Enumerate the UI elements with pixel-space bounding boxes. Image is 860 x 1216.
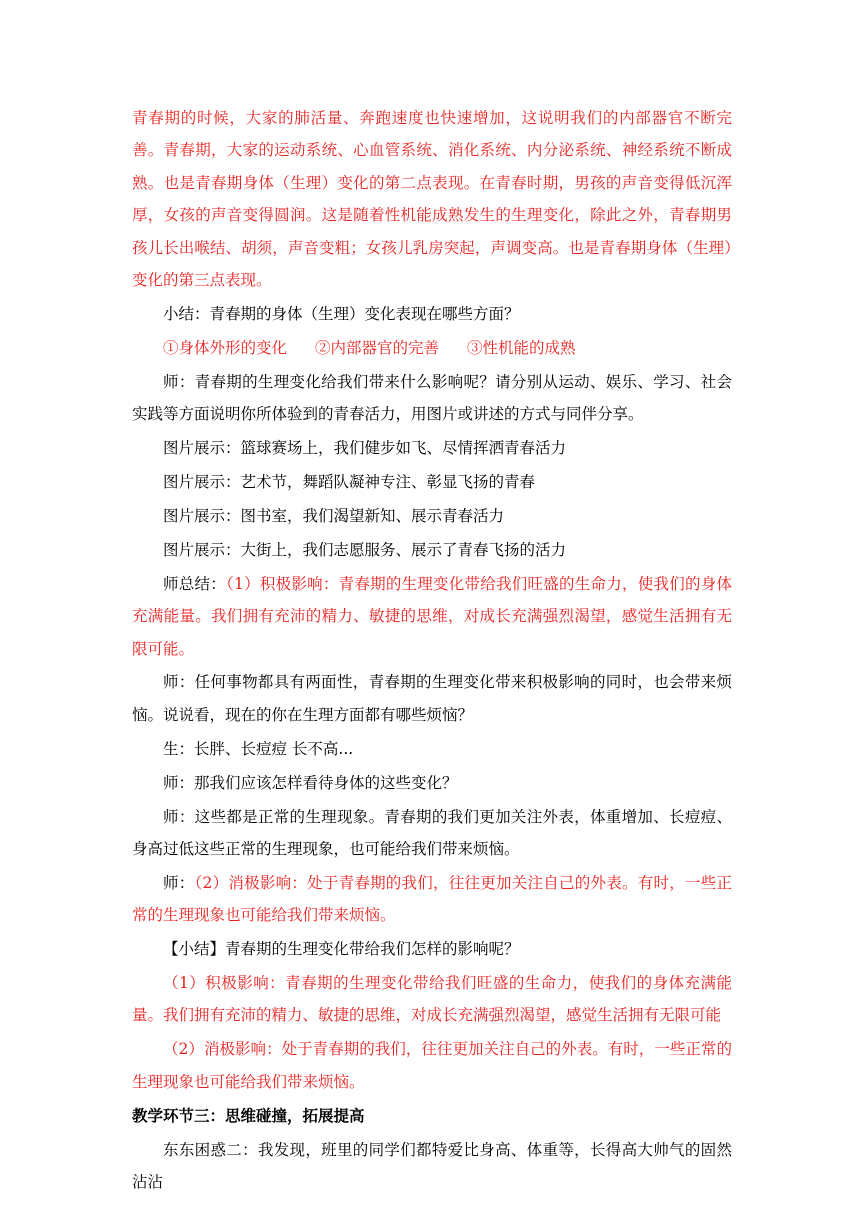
- option-2: ②内部器官的完善: [315, 338, 440, 357]
- section-heading: 教学环节三：思维碰撞，拓展提高: [132, 1105, 365, 1125]
- paragraph-normal-phenomena: 师：这些都是正常的生理现象。青春期的我们更加关注外表，体重增加、长痘痘、身高过低这些正常的生理现象，也可能给我们带来烦恼。: [132, 807, 732, 858]
- teacher-summary-positive: （1）积极影响：青春期的生理变化带给我们旺盛的生命力，使我们的身体充满能量。我们拥有充沛的精力、敏捷的思维，对成长充满强烈渴望，感觉生活拥有无限可能。: [132, 574, 732, 658]
- paragraph-picture-4: 图片展示：大街上，我们志愿服务、展示了青春飞扬的活力: [163, 540, 567, 559]
- paragraph-summary-positive: （1）积极影响：青春期的生理变化带给我们旺盛的生命力，使我们的身体充满能量。我们拥有充沛的精力、敏捷的思维，对成长充满强烈渴望，感觉生活拥有无限可能: [132, 974, 732, 1025]
- paragraph-summary-question: 小结：青春期的身体（生理）变化表现在哪些方面？: [163, 304, 520, 323]
- paragraph-two-sides: 师：任何事物都具有两面性，青春期的生理变化带来积极影响的同时，也会带来烦恼。说说看，现在的你在生理方面都有哪些烦恼？: [132, 673, 732, 724]
- paragraph-summary-impact-question: 【小结】青春期的生理变化带给我们怎样的影响呢？: [163, 940, 520, 959]
- paragraph-dongdong-confusion: 东东困惑二：我发现，班里的同学们都特爱比身高、体重等，长得高大帅气的固然沾沾: [132, 1140, 732, 1191]
- paragraph-student-answer: 生：长胖、长痘痘 长不高...: [163, 739, 354, 758]
- option-1: ①身体外形的变化: [163, 338, 288, 357]
- paragraph-negative-impact: [132, 867, 732, 932]
- document-page: [132, 102, 732, 1198]
- paragraph-teacher-summary: [132, 568, 732, 665]
- paragraph-teacher-question: 师：青春期的生理变化给我们带来什么影响呢？请分别从运动、娱乐、学习、社会实践等方面说明你所体验到的青春活力，用图片或讲述的方式与同伴分享。: [132, 372, 732, 424]
- paragraph-picture-1: 图片展示：篮球赛场上，我们健步如飞、尽情挥洒青春活力: [163, 439, 567, 458]
- paragraph-summary-negative: （2）消极影响：处于青春期的我们，往往更加关注自己的外表。有时，一些正常的生理现象也可能给我们带来烦恼。: [132, 1040, 732, 1091]
- paragraph-physiology-changes: 青春期的时候，大家的肺活量、奔跑速度也快速增加，这说明我们的内部器官不断完善。青春期，大家的运动系统、心血管系统、消化系统、内分泌系统、神经系统不断成熟。也是青春期身体（生理）变化的第二点表现。在青春时期，男孩的声音变得低沉浑厚，女孩的声音变得圆润。这是随着性机能成熟发生的生理变化，除此之外，青春期男孩儿长出喉结、胡须，声音变粗；女孩儿乳房突起，声调变高。也是青春期身体（生理）变化的第三点表现。: [132, 109, 732, 290]
- paragraph-picture-2: 图片展示：艺术节，舞蹈队凝神专注、彰显飞扬的青春: [163, 472, 536, 491]
- teacher-summary-prefix: 师总结：: [163, 574, 226, 593]
- negative-impact-text: （2）消极影响：处于青春期的我们，往往更加关注自己的外表。有时，一些正常的生理现象也可能给我们带来烦恼。: [132, 873, 732, 925]
- paragraph-summary-options: [132, 332, 732, 364]
- negative-impact-prefix: 师：: [163, 873, 195, 892]
- option-3: ③性机能的成熟: [467, 338, 576, 357]
- paragraph-teacher-how: 师：那我们应该怎样看待身体的这些变化？: [163, 773, 458, 792]
- paragraph-picture-3: 图片展示：图书室，我们渴望新知、展示青春活力: [163, 506, 505, 525]
